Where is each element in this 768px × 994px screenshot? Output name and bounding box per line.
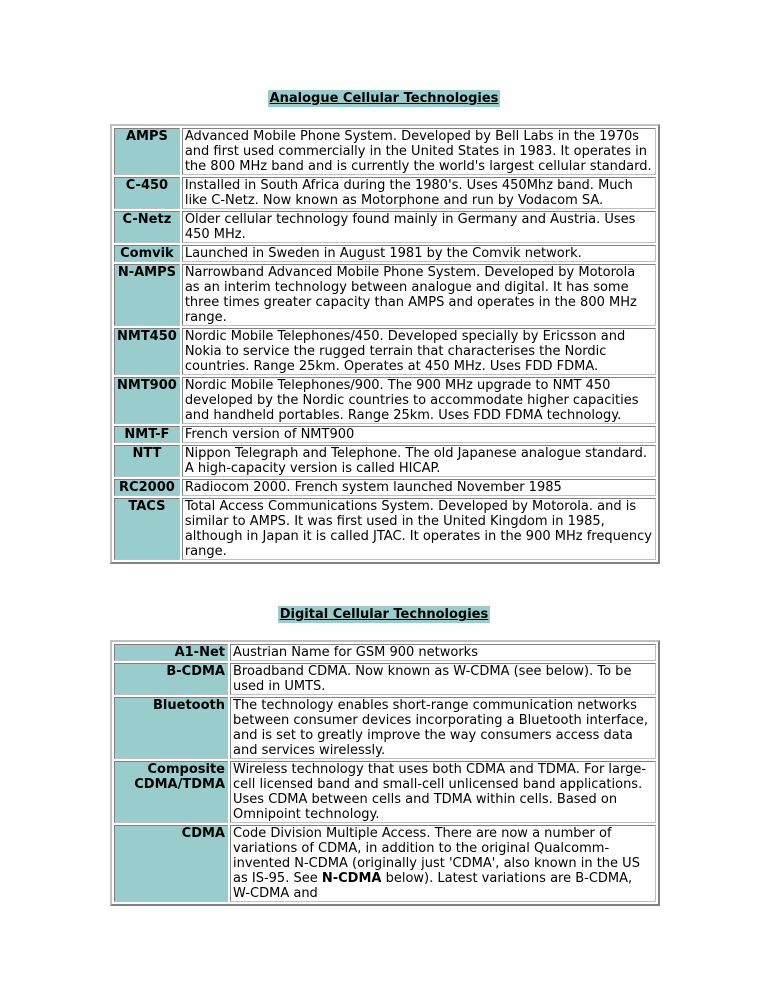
term-cell: RC2000 [114, 479, 180, 496]
table-row [114, 644, 656, 661]
table-row [114, 479, 656, 496]
description-cell: Wireless technology that uses both CDMA and TDMA. For large-cell licensed band and small-cell unlicensed band applications. Uses CDMA between cells and TDMA within cells. Based on Omnipoint technology. [230, 761, 656, 823]
description-cell: Narrowband Advanced Mobile Phone System. Developed by Motorola as an interim technology between analogue and digital. It has some three times greater capacity than AMPS and operates in the 800 MHz range. [182, 264, 656, 326]
table-row [114, 825, 656, 902]
description-cell [230, 825, 656, 902]
table-row [114, 377, 656, 424]
term-cell: NMT450 [114, 328, 180, 375]
table-row [114, 697, 656, 759]
description-cell: Nippon Telegraph and Telephone. The old Japanese analogue standard. A high-capacity version is called HICAP. [182, 445, 656, 477]
description-cell: Launched in Sweden in August 1981 by the Comvik network. [182, 245, 656, 262]
analogue-title-text: Analogue Cellular Technologies [269, 91, 499, 106]
term-cell: CDMA [114, 825, 228, 902]
description-cell: Nordic Mobile Telephones/450. Developed specially by Ericsson and Nokia to service the rugged terrain that characterises the Nordic countries. Range 25km. Operates at 450 MHz. Uses FDD FDMA. [182, 328, 656, 375]
table-row [114, 328, 656, 375]
table-row [114, 128, 656, 175]
term-cell: C-450 [114, 177, 180, 209]
description-cell: Older cellular technology found mainly in Germany and Austria. Uses 450 MHz. [182, 211, 656, 243]
term-cell: A1-Net [114, 644, 228, 661]
digital-title-text: Digital Cellular Technologies [279, 607, 489, 622]
table-row [114, 445, 656, 477]
term-cell: N-AMPS [114, 264, 180, 326]
description-text: Code Division Multiple Access. There are now a number of variations of CDMA, in addition to the original Qualcomm-invented N-CDMA (originally just 'CDMA', also known in the US as IS-95. See [233, 826, 640, 886]
digital-technologies-table [110, 640, 660, 906]
table-row [114, 245, 656, 262]
description-cell: Advanced Mobile Phone System. Developed by Bell Labs in the 1970s and first used commercially in the United States in 1983. It operates in the 800 MHz band and is currently the world's largest cellular standard. [182, 128, 656, 175]
analogue-technologies-table [110, 124, 660, 564]
description-cell: French version of NMT900 [182, 426, 656, 443]
description-cell: Installed in South Africa during the 1980's. Uses 450Mhz band. Much like C-Netz. Now known as Motorphone and run by Vodacom SA. [182, 177, 656, 209]
description-text: below). Latest variations are B-CDMA, W-CDMA and [233, 871, 633, 901]
description-cell: Total Access Communications System. Developed by Motorola. and is similar to AMPS. It was first used in the United Kingdom in 1985, although in Japan it is called JTAC. It operates in the 900 MHz frequency range. [182, 498, 656, 560]
table-row [114, 177, 656, 209]
digital-section-title [0, 607, 768, 622]
term-cell: NMT-F [114, 426, 180, 443]
table-row [114, 211, 656, 243]
description-cell: Broadband CDMA. Now known as W-CDMA (see below). To be used in UMTS. [230, 663, 656, 695]
term-cell: TACS [114, 498, 180, 560]
description-cell: Nordic Mobile Telephones/900. The 900 MHz upgrade to NMT 450 developed by the Nordic countries to accommodate higher capacities and handheld portables. Range 25km. Uses FDD FDMA technology. [182, 377, 656, 424]
table-row [114, 663, 656, 695]
description-cell: Austrian Name for GSM 900 networks [230, 644, 656, 661]
table-row [114, 498, 656, 560]
term-cell: C-Netz [114, 211, 180, 243]
table-row [114, 761, 656, 823]
term-cell: B-CDMA [114, 663, 228, 695]
table-row [114, 426, 656, 443]
description-cell: The technology enables short-range communication networks between consumer devices incorporating a Bluetooth interface, and is set to greatly improve the way consumers access data and services wirelessly. [230, 697, 656, 759]
description-cell: Radiocom 2000. French system launched November 1985 [182, 479, 656, 496]
term-cell: AMPS [114, 128, 180, 175]
table-row [114, 264, 656, 326]
analogue-section-title [0, 91, 768, 106]
term-cell: Composite CDMA/TDMA [114, 761, 228, 823]
term-cell: NMT900 [114, 377, 180, 424]
cross-reference-text: N-CDMA [321, 871, 382, 886]
term-cell: Comvik [114, 245, 180, 262]
term-cell: Bluetooth [114, 697, 228, 759]
term-cell: NTT [114, 445, 180, 477]
